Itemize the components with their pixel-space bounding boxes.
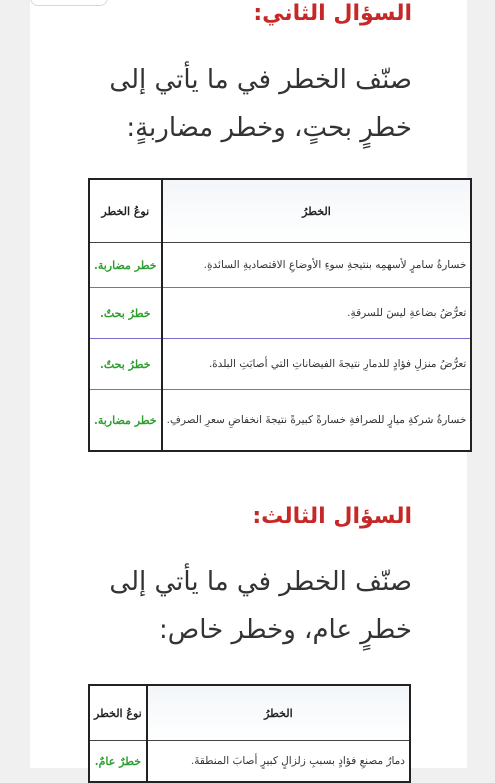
header-risk: الخطرُ: [147, 685, 410, 741]
table-row: [89, 288, 471, 339]
risk-description: دمارُ مصنعِ فؤادٍ بسببِ زلزالٍ كبيرٍ أصابَ المنطقةَ.: [147, 741, 410, 783]
question-3-heading: السؤال الثالث:: [252, 504, 412, 529]
table-row: [89, 741, 410, 783]
table-row: [89, 243, 471, 288]
risk-description: تعرُّضُ منزلِ فؤادٍ للدمارِ نتيجةَ الفيضاناتِ التي أصابَتِ البلدةَ.: [162, 339, 472, 390]
question-3-text: صنّف الخطر في ما يأتي إلى خطرٍ عام، وخطر خاص:: [109, 567, 412, 645]
header-risk: الخطرُ: [162, 179, 472, 243]
question-3-table: [88, 684, 411, 783]
risk-description: خسارةُ سامرٍ لأسهمِه بنتيجةِ سوءِ الأوضاعِ الاقتصاديةِ السائدةِ.: [162, 243, 472, 288]
header-risk-type: نوعُ الخطر: [89, 179, 162, 243]
table-row: [89, 339, 471, 390]
risk-description: خسارةُ شركةِ ميارٍ للصرافةِ خسارةً كبيرةً نتيجةَ انخفاضِ سعرِ الصرفِ.: [162, 390, 472, 452]
question-2-heading: السؤال الثاني:: [253, 1, 412, 26]
table-header-row: [89, 179, 471, 243]
risk-description: تعرُّضُ بضاعةِ ليسَ للسرقةِ.: [162, 288, 472, 339]
risk-type: خطر مضاربة.: [89, 243, 162, 288]
table-header-row: [89, 685, 410, 741]
table-row: [89, 390, 471, 452]
risk-type: خطرُ بحتٌ.: [89, 339, 162, 390]
risk-type: خطر مضاربة.: [89, 390, 162, 452]
header-risk-type: نوعُ الخطر: [89, 685, 147, 741]
risk-type: خطرُ بحتٌ.: [89, 288, 162, 339]
risk-type: خطرٌ عامٌ.: [89, 741, 147, 783]
question-2-text: صنّف الخطر في ما يأتي إلى خطرٍ بحتٍ، وخطر مضاربةٍ:: [109, 65, 412, 143]
question-2-table: [88, 178, 472, 452]
top-left-button[interactable]: [30, 0, 108, 6]
